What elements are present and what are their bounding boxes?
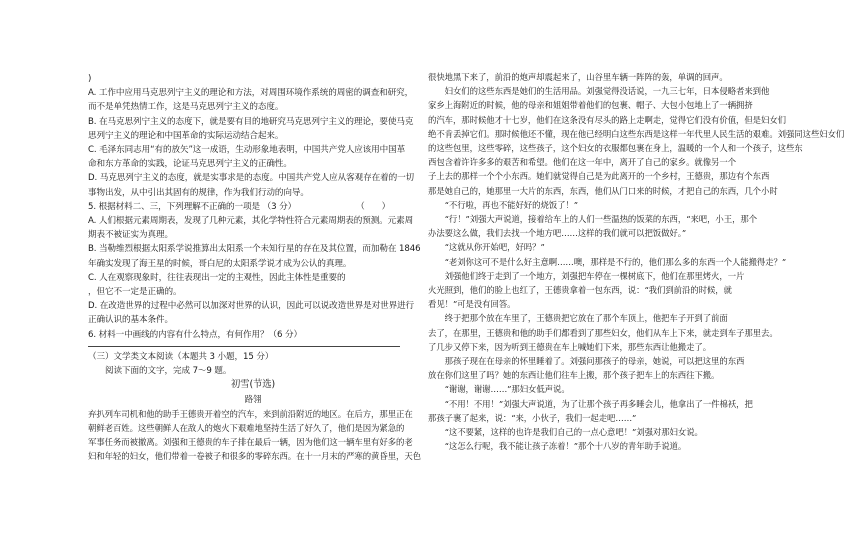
text-line: 朝鲜老百姓。这些朝鲜人在敌人的炮火下艰难地坚持生活了好久了，他们是因为紧急的 (88, 422, 405, 433)
story-text-left (88, 407, 421, 464)
story-text-right (428, 70, 844, 453)
text-line: “行！”刘强大声说道，接着给车上的人们一些温热的饭菜的东西，“来吧，小王，那个 (428, 214, 758, 225)
text-line: 那孩子现在在母亲的怀里睡着了。刘强问那孩子的母亲，她说，可以把这里的东西 (428, 356, 745, 367)
text-line: B. 当勒维烈根据太阳系学说推算出太阳系一个未知行星的存在及其位置，而加勒在 1846 (88, 244, 421, 255)
section3-header: （三）文学类文本阅读（本题共 3 小题，15 分） (88, 351, 274, 362)
text-line: 刘强他们终于走到了一个地方，刘强把车停在一棵树底下，他们在那里烤火，一片 (428, 270, 745, 281)
text-line: 那孩子裹了起来，说：“来，小伙子，我们一起走吧……” (428, 412, 637, 423)
text-line: D. 马克思列宁主义的态度，就是实事求是的态度。中国共产党人应从客观存在着的一切 (88, 173, 415, 184)
text-line: “不用！不用！”刘强大声说道，为了让那个孩子再多睡会儿，他拿出了一件棉袄，把 (428, 398, 753, 409)
text-line: 思列宁主义的理论和中国革命的实际运动结合起来。 (88, 130, 284, 141)
text-line: 命和东方革命的实践，论证马克思列宁主义的正确性。 (88, 159, 292, 170)
text-line: “老刘你这可不是什么好主意啊……噢，那样是不行的，他们那么多的东西一个人能搬得走？” (428, 256, 787, 267)
text-line: ，但它不一定是正确的。 (88, 287, 182, 298)
text-line: 家乡上海附近的时候，他的母亲和姐姐带着他们的包裹、帽子、大包小包地上了一辆拥挤 (428, 100, 753, 111)
text-line: 终于把那个放在车里了，王德贵把它放在了那个车顶上，他把车子开到了前面 (428, 313, 728, 324)
text-line: 绝不肯丢掉它们。那时候他还不懂，现在他已经明白这些东西是这样一年代里人民生活的艰难。刘强同这些妇女们 (428, 128, 844, 139)
text-line: “不行啦，再也不能好好的烧饭了！” (428, 199, 578, 210)
text-line: 妇女们的这些东西是她们的生活用品。刘强觉得没话说，一九三七年，日本侵略者来到他 (428, 86, 770, 97)
text-line: ) (88, 74, 92, 84)
text-line: 火光照到，他们的脸上也红了，王德贵拿着一包东西，说：“我们到前沿的时候，就 (428, 285, 732, 296)
text-line: 放在你们这里了吗？她的东西让他们往车上搬，那个孩子把车上的东西往下搬。 (428, 370, 720, 381)
text-line: 去了，在那里，王德贵和他的助手们都看到了那些妇女，他们从车上下来，就走到车子那里去。 (428, 327, 778, 338)
text-line: 西包含着许许多多的艰苦和希望。他们在这一年中，离开了自己的家乡。就像另一个 (428, 157, 737, 168)
text-line: 那是她自己的，她那里一大片的东西，东西，他们从门口来的时候，才把自己的东西，几个小时 (428, 185, 778, 196)
question4-options (88, 72, 418, 200)
text-line: B. 在马克思列宁主义的态度下，就是要有目的地研究马克思列宁主义的理论，要使马克 (88, 116, 414, 127)
text-line: 了几步又停下来，因为听到王德贵在车上喊她们下来，那些东西让他搬走了。 (428, 341, 712, 352)
text-line: A. 工作中应用马克思列宁主义的理论和方法，对周围环境作系统的周密的调查和研究， (88, 88, 414, 99)
text-line: 妇和年轻的妇女，他们带着一卷被子和很多的零碎东西。在十一月末的严寒的黄昏里，天色 (88, 451, 421, 462)
text-line: “这怎么行呢，我不能让孩子冻着！”那个十八岁的青年助手说道。 (428, 441, 687, 452)
text-line: A. 人们根据元素周期表，发现了几种元素，其化学特性符合元素周期表的预测。元素周 (88, 216, 414, 227)
question5-options (88, 214, 421, 342)
text-line: 很快地黑下来了，前沿的炮声却震起来了，山谷里车辆一阵阵的轰，单调的回声。 (428, 72, 728, 82)
text-line: C. 毛泽东同志用“有的放矢”这一成语，生动形象地表明，中国共产党人应该用中国革 (88, 145, 406, 156)
text-line: D. 在改造世界的过程中必然可以加深对世界的认识，因此可以说改造世界是对世界进行 (88, 301, 415, 312)
text-line: “这就从你开始吧，好吗？” (428, 242, 545, 253)
text-line: 弃扒列车司机和他的助手王德贵开着空的汽车，来到前沿附近的地区。在后方，那里正在 (88, 408, 413, 419)
text-line: 年确实发现了海王星的时候，哥白尼的太阳系学说才成为公认的真理。 (88, 258, 352, 269)
text-line: 的汽车，那时候他才十七岁，他们在这条没有尽头的路上走啊走，觉得它们没有价值，但是妇女们 (428, 114, 786, 125)
text-line: 子上去的那样一个个小东西。她们就觉得自己是为此离开的一个乡村，王德贵，那边有个东西 (428, 171, 770, 182)
right-column (428, 70, 844, 453)
reading-instruction: 阅读下面的文字，完成 7～9 题。 (105, 366, 232, 377)
text-line: 事物出发，从中引出其固有的规律，作为我们行动的向导。 (88, 187, 309, 198)
text-line: 期表不被证实为真理。 (88, 230, 173, 241)
text-line: 军事任务而被撤离。刘强和王德贵的车子排在最后一辆，因为他们这一辆车里有好多的老 (88, 437, 413, 448)
text-line: 6. 材料一中画线的内容有什么特点，有何作用？（6 分） (88, 329, 302, 340)
question5-stem: 5. 根据材料二、三，下列理解不正确的一项是 （3 分） （ ） (88, 201, 391, 212)
text-line: 看见！”可是没有回答。 (428, 299, 516, 310)
section-divider (88, 346, 400, 347)
story-author: 路翎 (244, 394, 262, 405)
text-line: C. 人在观察现象时，往往表现出一定的主观性，因此主体性是重要的 (88, 272, 346, 283)
left-column (88, 72, 421, 463)
text-line: 的这些包里，这些零碎，这些孩子，这个妇女的衣服都包裹在身上，温暖的一个人和一个孩子，这些东 (428, 143, 803, 154)
text-line: 正确认识的基本条件。 (88, 315, 173, 326)
text-line: “这不要紧，这样的也许是我们自己的一点心意吧！”刘强对那妇女说。 (428, 427, 703, 438)
story-title: 初雪(节选) (230, 379, 276, 391)
text-line: 而不是单凭热情工作，这是马克思列宁主义的态度。 (88, 102, 284, 113)
text-line: 办法要这么做，我们去找一个地方吧……这样的我们就可以把饭做好。” (428, 228, 687, 239)
text-line: “谢谢，谢谢……”那妇女低声说。 (428, 384, 570, 395)
